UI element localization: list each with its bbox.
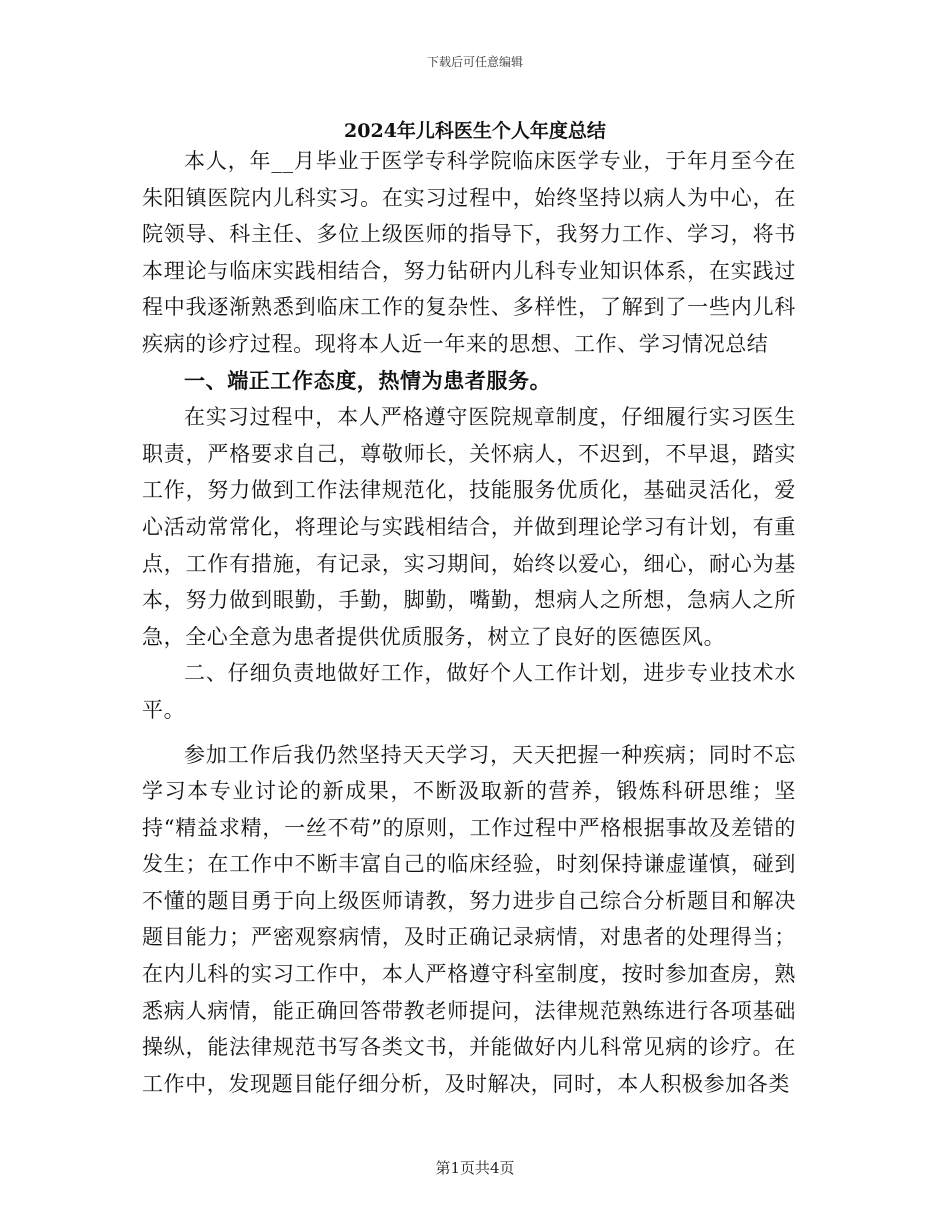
section-2-paragraph: 参加工作后我仍然坚持天天学习，天天把握一种疾病；同时不忘学习本专业讨论的新成果，不断汲取新的营养，锻炼科研思维；坚持“精益求精，一丝不苟”的原则，工作过程中严格根据事故及差错的发生；在工作中不断丰富自己的临床经验，时刻保持谦虚谨慎，碰到不懂的题目勇于向上级医师请教，努力进步自己综合分析题目和解决题目能力；严密观察病情，及时正确记录病情，对患者的处理得当；在内儿科的实习工作中，本人严格遵守科室制度，按时参加查房，熟悉病人病情，能正确回答带教老师提问，法律规范熟练进行各项基础操纵，能法律规范书写各类文书，并能做好内儿科常见病的诊疗。在工作中，发现题目能仔细分析，及时解决，同时，本人积极参加各类 bbox=[142, 742, 796, 1096]
section-heading-1: 一、端正工作态度，热情为患者服务。 bbox=[184, 367, 552, 393]
intro-paragraph: 本人，年__月毕业于医学专科学院临床医学专业，于年月至今在朱阳镇医院内儿科实习。在实习过程中，始终坚持以病人为中心，在院领导、科主任、多位上级医师的指导下，我努力工作、学习，将书本理论与临床实践相结合，努力钻研内儿科专业知识体系，在实践过程中我逐渐熟悉到临床工作的复杂性、多样性，了解到了一些内儿科疾病的诊疗过程。现将本人近一年来的思想、工作、学习情况总结 bbox=[142, 149, 796, 356]
page-header: 下载后可任意编辑 bbox=[426, 55, 523, 69]
document-title: 2024年儿科医生个人年度总结 bbox=[344, 120, 606, 142]
document-body bbox=[142, 143, 796, 1102]
section-1-paragraph: 在实习过程中，本人严格遵守医院规章制度，仔细履行实习医生职责，严格要求自己，尊敬师长，关怀病人，不迟到，不早退，踏实工作，努力做到工作法律规范化，技能服务优质化，基础灵活化，爱心活动常常化，将理论与实践相结合，并做到理论学习有计划，有重点，工作有措施，有记录，实习期间，始终以爱心，细心，耐心为基本，努力做到眼勤，手勤，脚勤，嘴勤，想病人之所想，急病人之所急，全心全意为患者提供优质服务，树立了良好的医德医风。 bbox=[142, 405, 796, 649]
section-heading-2: 二、仔细负责地做好工作，做好个人工作计划，进步专业技术水平。 bbox=[142, 661, 796, 722]
page-number: 第1页共4页 bbox=[435, 1159, 515, 1177]
